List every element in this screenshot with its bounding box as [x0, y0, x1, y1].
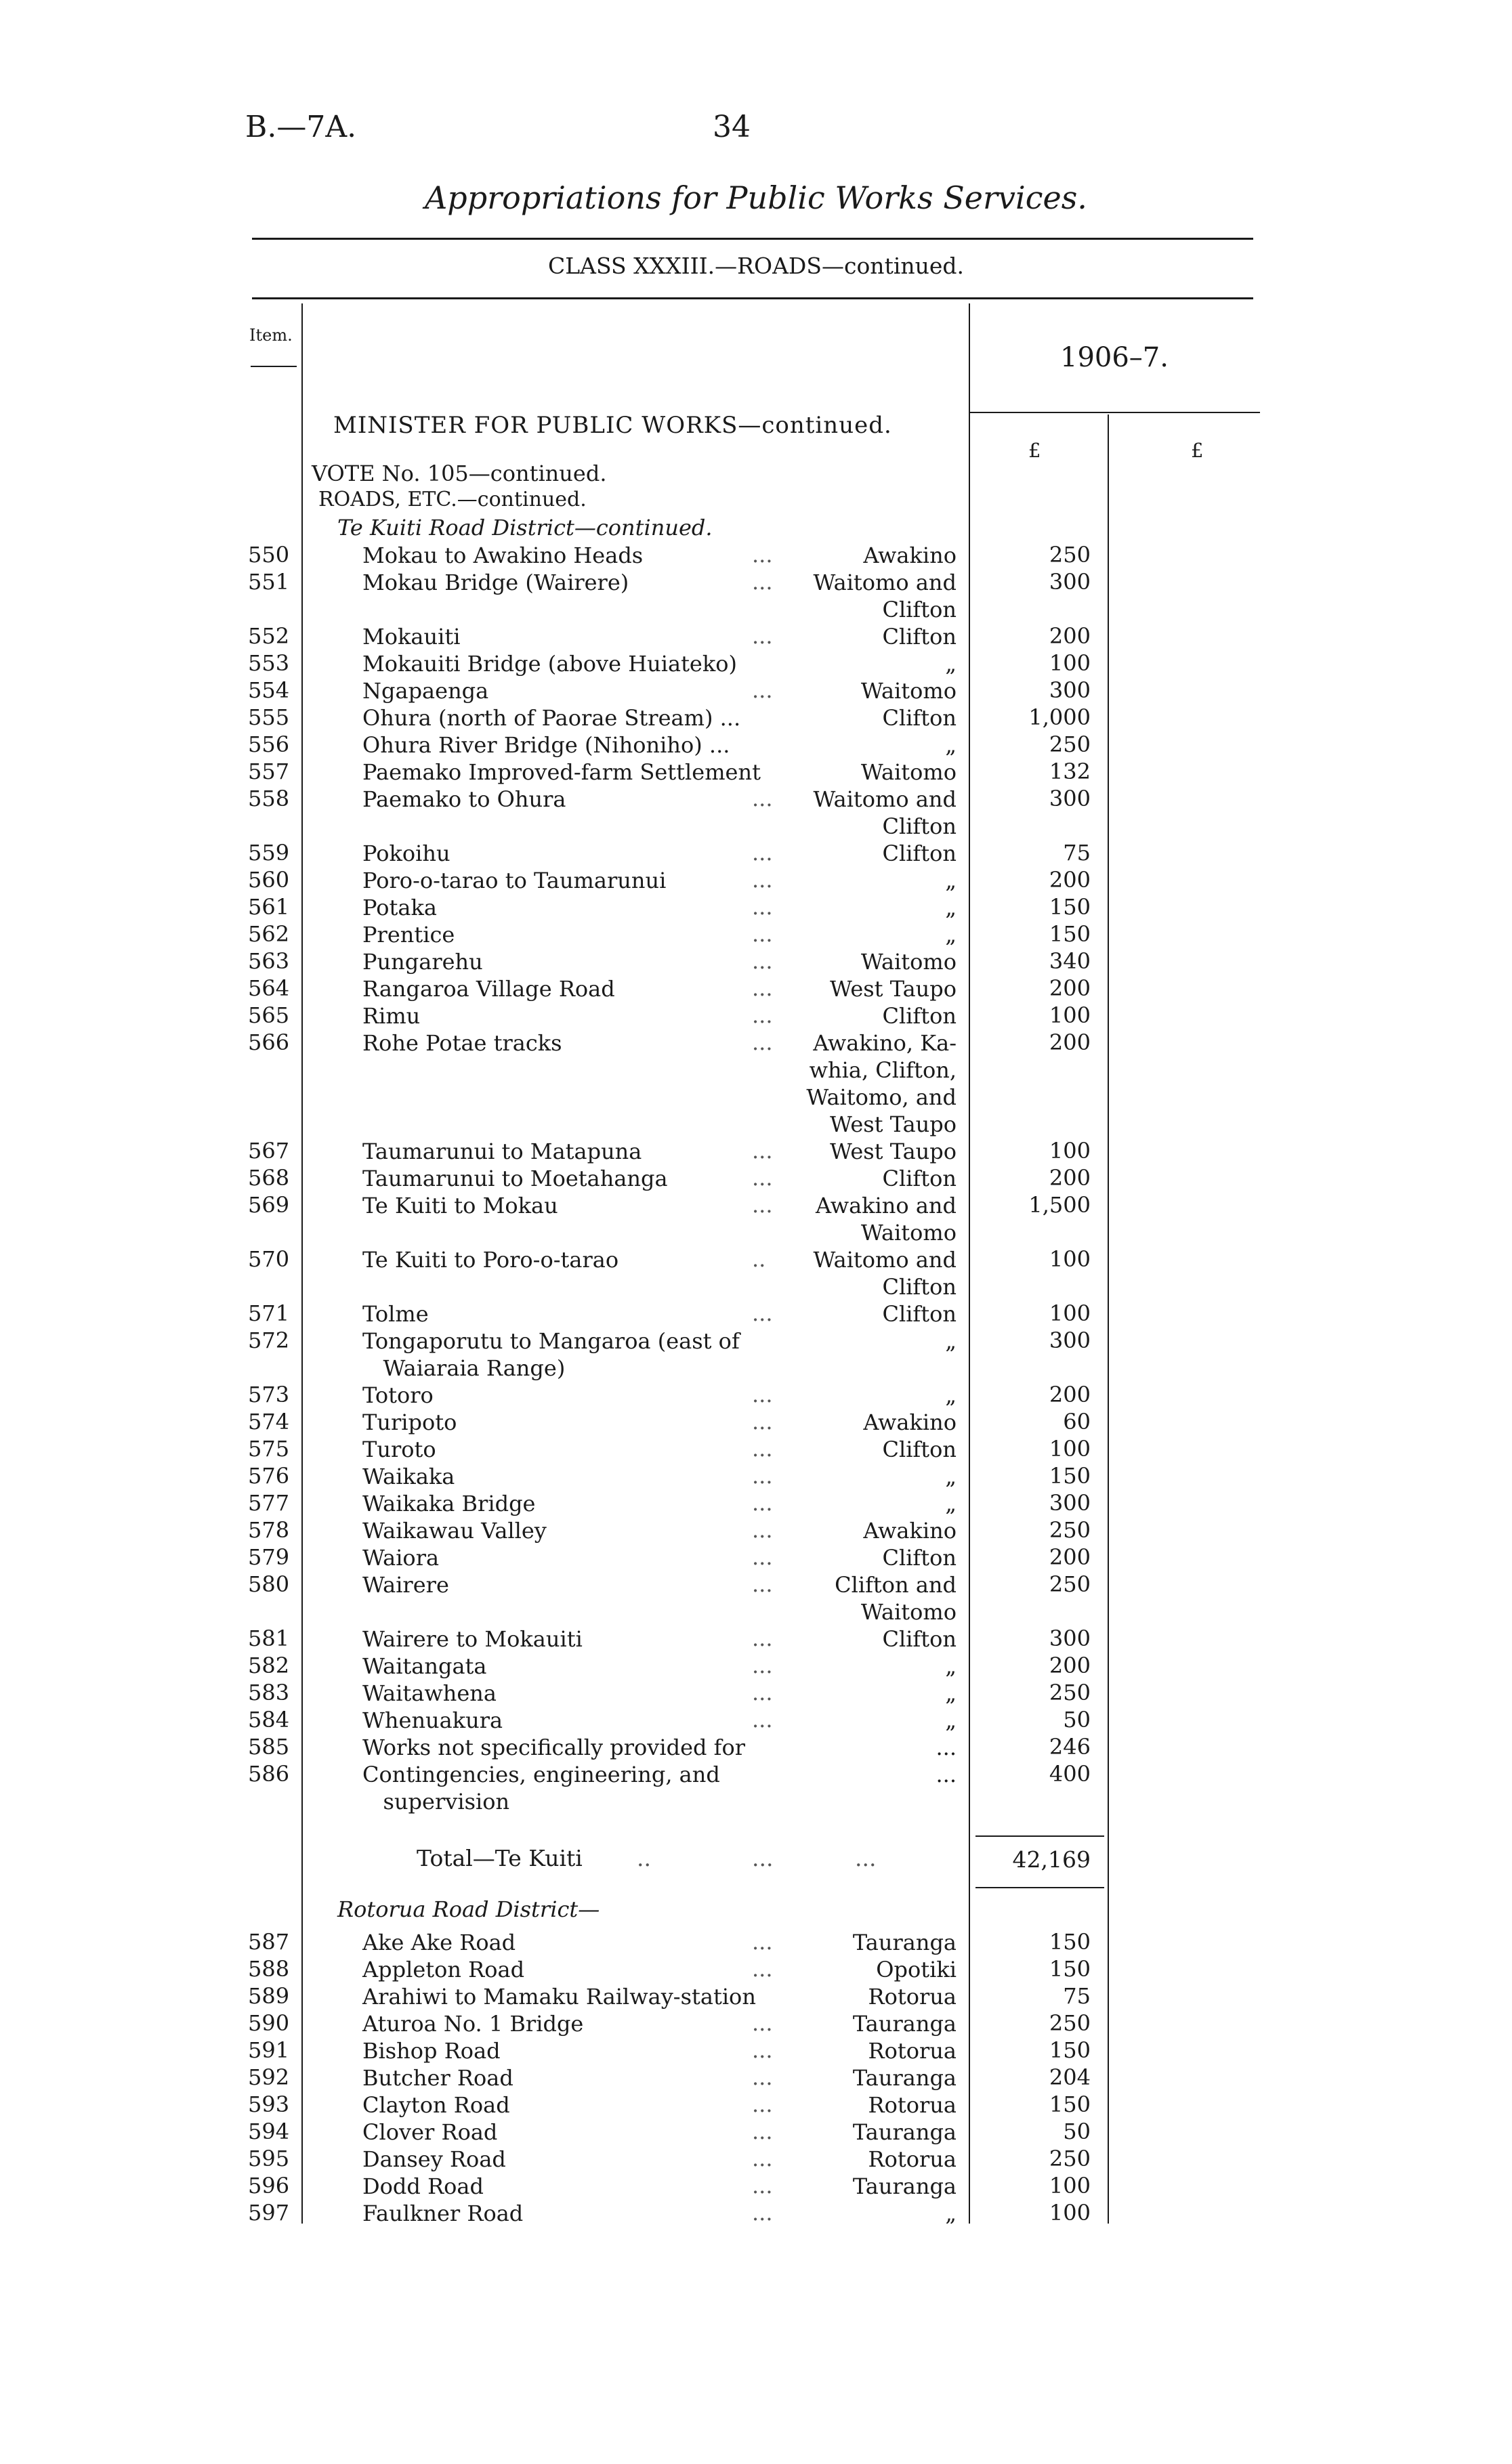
item-amount: 100 [1049, 650, 1091, 676]
item-name: Aturoa No. 1 Bridge [362, 2011, 584, 2037]
leader-dots: ... [752, 867, 773, 893]
item-number: 584 [248, 1707, 290, 1733]
item-amount: 300 [1049, 1626, 1091, 1651]
leader-dots: ... [752, 1653, 773, 1678]
item-name: Dodd Road [362, 2173, 484, 2199]
district-area: „ [945, 651, 957, 677]
item-number: 583 [248, 1680, 290, 1705]
year-heading: 1906–7. [1060, 342, 1169, 373]
item-amount: 100 [1049, 1300, 1091, 1326]
item-number: 575 [248, 1436, 290, 1462]
district-area: Waitomo and Clifton [813, 570, 957, 622]
item-amount: 250 [1049, 1680, 1091, 1705]
item-name: Totoro [362, 1382, 434, 1408]
item-name: Mokauiti Bridge (above Huiateko) [362, 651, 737, 677]
leader-dots: ... [752, 1490, 773, 1516]
pound-sign-2: £ [1191, 439, 1204, 462]
leader-dots: ... [752, 2200, 773, 2226]
leader-dots: ... [752, 1300, 773, 1326]
district-area: Clifton [882, 1301, 957, 1327]
item-name: Tolme [362, 1301, 429, 1327]
leader-dots: ... [752, 1626, 773, 1651]
item-name: Clayton Road [362, 2092, 510, 2118]
item-amount: 75 [1063, 1983, 1091, 2009]
leader-dots: ... [752, 2173, 773, 2199]
item-name: Clover Road [362, 2119, 498, 2145]
item-amount: 150 [1049, 1956, 1091, 1982]
district-area: Tauranga [852, 2011, 957, 2037]
item-number: 591 [248, 2037, 290, 2063]
item-name: Works not specifically provided for [362, 1735, 746, 1760]
item-name: Waiora [362, 1545, 440, 1571]
item-name: Paemako to Ohura [362, 786, 566, 812]
district-area: Clifton and Waitomo [835, 1572, 957, 1625]
item-amount: 246 [1049, 1734, 1091, 1760]
item-number: 567 [248, 1138, 290, 1164]
item-name: Wairere [362, 1572, 449, 1598]
item-amount: 50 [1063, 1707, 1091, 1733]
leader-dots: ... [752, 2146, 773, 2171]
column-divider-amount [969, 303, 970, 2224]
item-number: 590 [248, 2010, 290, 2036]
item-number: 588 [248, 1956, 290, 1982]
district-area: Waitomo [860, 949, 957, 975]
item-number: 554 [248, 677, 290, 703]
district-area: Rotorua [868, 2038, 957, 2064]
leader-dots: ... [752, 921, 773, 947]
item-amount: 150 [1049, 2091, 1091, 2117]
district-area: Opotiki [876, 1957, 957, 1982]
leader-dots: ... [752, 2119, 773, 2144]
district-area: West Taupo [830, 976, 957, 1002]
item-amount: 300 [1049, 1490, 1091, 1516]
item-name: Arahiwi to Mamaku Railway-station [362, 1984, 756, 2010]
item-name: Ake Ake Road [362, 1930, 516, 1955]
item-name: Faulkner Road [362, 2201, 524, 2226]
district-area: Clifton [882, 705, 957, 731]
item-name: Wairere to Mokauiti [362, 1626, 583, 1652]
leader-dots: ... [752, 975, 773, 1001]
item-name: Prentice [362, 922, 455, 948]
district-area: „ [945, 732, 957, 758]
item-number: 580 [248, 1571, 290, 1597]
item-amount: 300 [1049, 569, 1091, 595]
item-amount: 150 [1049, 1929, 1091, 1955]
item-name: Waitangata [362, 1653, 487, 1679]
district-area: Tauranga [852, 1930, 957, 1955]
leader-dots: ... [752, 894, 773, 920]
item-name: Waitawhena [362, 1680, 497, 1706]
leader-dots: .. [752, 1246, 766, 1272]
item-amount: 250 [1049, 2010, 1091, 2036]
district-area: Clifton [882, 1626, 957, 1652]
year-rule [969, 412, 1260, 413]
item-number: 579 [248, 1544, 290, 1570]
district-area: Rotorua [868, 2146, 957, 2172]
item-name: Rangaroa Village Road [362, 976, 615, 1002]
leader-dots: ... [752, 1544, 773, 1570]
leader-dots: ... [752, 1571, 773, 1597]
district-area: „ [945, 1680, 957, 1706]
district-area: „ [945, 1491, 957, 1516]
district-area: Clifton [882, 1545, 957, 1571]
item-name: Mokau Bridge (Wairere) [362, 570, 629, 595]
district-area: Tauranga [852, 2065, 957, 2091]
item-name: Taumarunui to Moetahanga [362, 1166, 668, 1191]
item-number: 569 [248, 1192, 290, 1218]
district-area: „ [945, 1328, 957, 1354]
column-divider-item [301, 303, 303, 2224]
district-area: ... [936, 1762, 957, 1787]
district-heading-rotorua: Rotorua Road District— [337, 1896, 600, 1922]
leader-dots: ... [752, 2091, 773, 2117]
heading-rule [252, 297, 1253, 299]
item-amount: 60 [1063, 1409, 1091, 1435]
item-number: 553 [248, 650, 290, 676]
item-number: 560 [248, 867, 290, 893]
district-area: Awakino and Waitomo [816, 1193, 957, 1246]
leader-dots: ... [752, 1680, 773, 1705]
leader-dots: ... [752, 1138, 773, 1164]
leader-dots: ... [752, 1929, 773, 1955]
leader-dots: ... [752, 2010, 773, 2036]
item-number: 561 [248, 894, 290, 920]
district-area: Rotorua [868, 1984, 957, 2010]
district-area: „ [945, 1707, 957, 1733]
item-name: Ohura (north of Paorae Stream) ... [362, 705, 741, 731]
item-name: Ohura River Bridge (Nihoniho) ... [362, 732, 730, 758]
leader-dots: ... [752, 1409, 773, 1435]
item-name: Rimu [362, 1003, 421, 1029]
item-number: 596 [248, 2173, 290, 2199]
item-name: Pokoihu [362, 841, 450, 866]
district-area: „ [945, 1464, 957, 1489]
item-number: 568 [248, 1165, 290, 1191]
item-number: 585 [248, 1734, 290, 1760]
item-amount: 200 [1049, 1544, 1091, 1570]
item-name: Paemako Improved-farm Settlement [362, 759, 761, 785]
item-number: 597 [248, 2200, 290, 2226]
district-area: „ [945, 922, 957, 948]
total-label: Total—Te Kuiti [417, 1845, 583, 1871]
item-number: 593 [248, 2091, 290, 2117]
item-amount: 200 [1049, 1653, 1091, 1678]
item-amount: 250 [1049, 2146, 1091, 2171]
district-area: Rotorua [868, 2092, 957, 2118]
item-number: 562 [248, 921, 290, 947]
item-number: 582 [248, 1653, 290, 1678]
item-number: 557 [248, 759, 290, 784]
district-heading-te-kuiti: Te Kuiti Road District—continued. [337, 515, 713, 540]
item-amount: 1,500 [1028, 1192, 1091, 1218]
item-name: Pungarehu [362, 949, 483, 975]
pound-sign-1: £ [1028, 439, 1041, 462]
class-heading: CLASS XXXIII.—ROADS—continued. [547, 253, 965, 279]
district-area: Clifton [882, 624, 957, 650]
item-number: 552 [248, 623, 290, 649]
leader-dots: ... [752, 1956, 773, 1982]
total-dots-2: ... [752, 1845, 774, 1871]
page-ref: B.—7A. [245, 110, 357, 144]
minister-heading: MINISTER FOR PUBLIC WORKS—continued. [333, 412, 892, 439]
item-name: Mokauiti [362, 624, 461, 650]
item-number: 586 [248, 1761, 290, 1787]
item-amount: 132 [1049, 759, 1091, 784]
item-name: Butcher Road [362, 2065, 513, 2091]
leader-dots: ... [752, 786, 773, 811]
district-area: „ [945, 895, 957, 920]
district-area: Awakino, Ka- whia, Clifton, Waitomo, and West Taupo [806, 1030, 957, 1137]
leader-dots: ... [752, 623, 773, 649]
column-divider-total [1108, 415, 1109, 2224]
item-amount: 400 [1049, 1761, 1091, 1787]
leader-dots: ... [752, 569, 773, 595]
item-name: Mokau to Awakino Heads [362, 543, 644, 568]
district-area: ... [936, 1735, 957, 1760]
item-name: Waikawau Valley [362, 1518, 547, 1544]
item-name: Waikaka [362, 1464, 455, 1489]
district-area: Waitomo [860, 678, 957, 704]
total-rule-bottom [975, 1887, 1104, 1888]
item-name: Te Kuiti to Mokau [362, 1193, 558, 1218]
item-number: 564 [248, 975, 290, 1001]
item-amount: 300 [1049, 1327, 1091, 1353]
leader-dots: ... [752, 1517, 773, 1543]
district-area: Waitomo and Clifton [813, 786, 957, 839]
district-area: Waitomo and Clifton [813, 1247, 957, 1300]
item-amount: 200 [1049, 867, 1091, 893]
item-number: 572 [248, 1327, 290, 1353]
item-number: 559 [248, 840, 290, 866]
item-number: 565 [248, 1002, 290, 1028]
item-amount: 100 [1049, 1246, 1091, 1272]
item-name: Bishop Road [362, 2038, 501, 2064]
item-amount: 340 [1049, 948, 1091, 974]
item-amount: 75 [1063, 840, 1091, 866]
leader-dots: ... [752, 677, 773, 703]
item-number: 551 [248, 569, 290, 595]
district-area: Awakino [863, 1518, 957, 1544]
item-name: Whenuakura [362, 1707, 503, 1733]
item-amount: 204 [1049, 2064, 1091, 2090]
district-area: „ [945, 1382, 957, 1408]
item-amount: 250 [1049, 1517, 1091, 1543]
item-number: 566 [248, 1029, 290, 1055]
item-number: 574 [248, 1409, 290, 1435]
item-name: Dansey Road [362, 2146, 506, 2172]
item-name: Appleton Road [362, 1957, 525, 1982]
district-area: Tauranga [852, 2173, 957, 2199]
total-amount: 42,169 [1012, 1846, 1091, 1873]
page-title: Appropriations for Public Works Services. [425, 179, 1087, 216]
district-area: Awakino [863, 1409, 957, 1435]
leader-dots: ... [752, 542, 773, 568]
item-name: Ngapaenga [362, 678, 489, 704]
item-amount: 150 [1049, 894, 1091, 920]
item-amount: 100 [1049, 1138, 1091, 1164]
item-number: 558 [248, 786, 290, 811]
item-amount: 100 [1049, 1002, 1091, 1028]
item-amount: 50 [1063, 2119, 1091, 2144]
total-dots-1: .. [637, 1845, 651, 1871]
district-area: Clifton [882, 1437, 957, 1462]
item-number: 550 [248, 542, 290, 568]
item-name: Contingencies, engineering, and supervision [362, 1762, 720, 1814]
item-number: 589 [248, 1983, 290, 2009]
district-area: Clifton [882, 1003, 957, 1029]
district-area: Awakino [863, 543, 957, 568]
total-dots-3: ... [855, 1845, 877, 1871]
leader-dots: ... [752, 1382, 773, 1407]
item-name: Potaka [362, 895, 437, 920]
top-rule [252, 238, 1253, 240]
district-area: Waitomo [860, 759, 957, 785]
item-amount: 200 [1049, 1165, 1091, 1191]
district-area: „ [945, 2201, 957, 2226]
district-area: „ [945, 1653, 957, 1679]
item-amount: 200 [1049, 623, 1091, 649]
roads-heading: ROADS, ETC.—continued. [318, 488, 587, 511]
district-area: „ [945, 868, 957, 893]
item-number: 571 [248, 1300, 290, 1326]
item-name: Turoto [362, 1437, 436, 1462]
item-amount: 250 [1049, 1571, 1091, 1597]
item-column-label: Item. [249, 326, 293, 345]
leader-dots: ... [752, 1463, 773, 1489]
leader-dots: ... [752, 1436, 773, 1462]
item-amount: 300 [1049, 677, 1091, 703]
page-number: 34 [713, 110, 751, 144]
item-number: 577 [248, 1490, 290, 1516]
item-number: 581 [248, 1626, 290, 1651]
district-area: Clifton [882, 1166, 957, 1191]
item-name: Te Kuiti to Poro-o-tarao [362, 1247, 619, 1273]
item-amount: 300 [1049, 786, 1091, 811]
item-label-underline [251, 366, 297, 367]
item-name: Rohe Potae tracks [362, 1030, 562, 1056]
item-name: Tongaporutu to Mangaroa (east of Waiaraia Range) [362, 1328, 740, 1381]
item-amount: 150 [1049, 1463, 1091, 1489]
district-area: Clifton [882, 841, 957, 866]
item-amount: 1,000 [1028, 704, 1091, 730]
item-number: 570 [248, 1246, 290, 1272]
leader-dots: ... [752, 1029, 773, 1055]
item-number: 573 [248, 1382, 290, 1407]
item-amount: 200 [1049, 975, 1091, 1001]
leader-dots: ... [752, 1192, 773, 1218]
vote-heading: VOTE No. 105—continued. [312, 461, 607, 486]
leader-dots: ... [752, 840, 773, 866]
item-number: 555 [248, 704, 290, 730]
district-area: West Taupo [830, 1139, 957, 1164]
item-name: Poro-o-tarao to Taumarunui [362, 868, 667, 893]
leader-dots: ... [752, 1002, 773, 1028]
item-amount: 150 [1049, 2037, 1091, 2063]
leader-dots: ... [752, 2037, 773, 2063]
leader-dots: ... [752, 948, 773, 974]
item-number: 595 [248, 2146, 290, 2171]
item-amount: 200 [1049, 1029, 1091, 1055]
item-number: 578 [248, 1517, 290, 1543]
item-amount: 250 [1049, 542, 1091, 568]
item-number: 556 [248, 731, 290, 757]
item-amount: 200 [1049, 1382, 1091, 1407]
item-amount: 150 [1049, 921, 1091, 947]
item-name: Turipoto [362, 1409, 457, 1435]
item-name: Taumarunui to Matapuna [362, 1139, 642, 1164]
item-number: 592 [248, 2064, 290, 2090]
total-rule-top [975, 1835, 1104, 1837]
item-number: 576 [248, 1463, 290, 1489]
item-number: 594 [248, 2119, 290, 2144]
leader-dots: ... [752, 2064, 773, 2090]
item-amount: 100 [1049, 2173, 1091, 2199]
leader-dots: ... [752, 1707, 773, 1733]
item-amount: 100 [1049, 1436, 1091, 1462]
item-number: 563 [248, 948, 290, 974]
district-area: Tauranga [852, 2119, 957, 2145]
item-amount: 250 [1049, 731, 1091, 757]
item-name: Waikaka Bridge [362, 1491, 536, 1516]
leader-dots: ... [752, 1165, 773, 1191]
item-number: 587 [248, 1929, 290, 1955]
item-amount: 100 [1049, 2200, 1091, 2226]
